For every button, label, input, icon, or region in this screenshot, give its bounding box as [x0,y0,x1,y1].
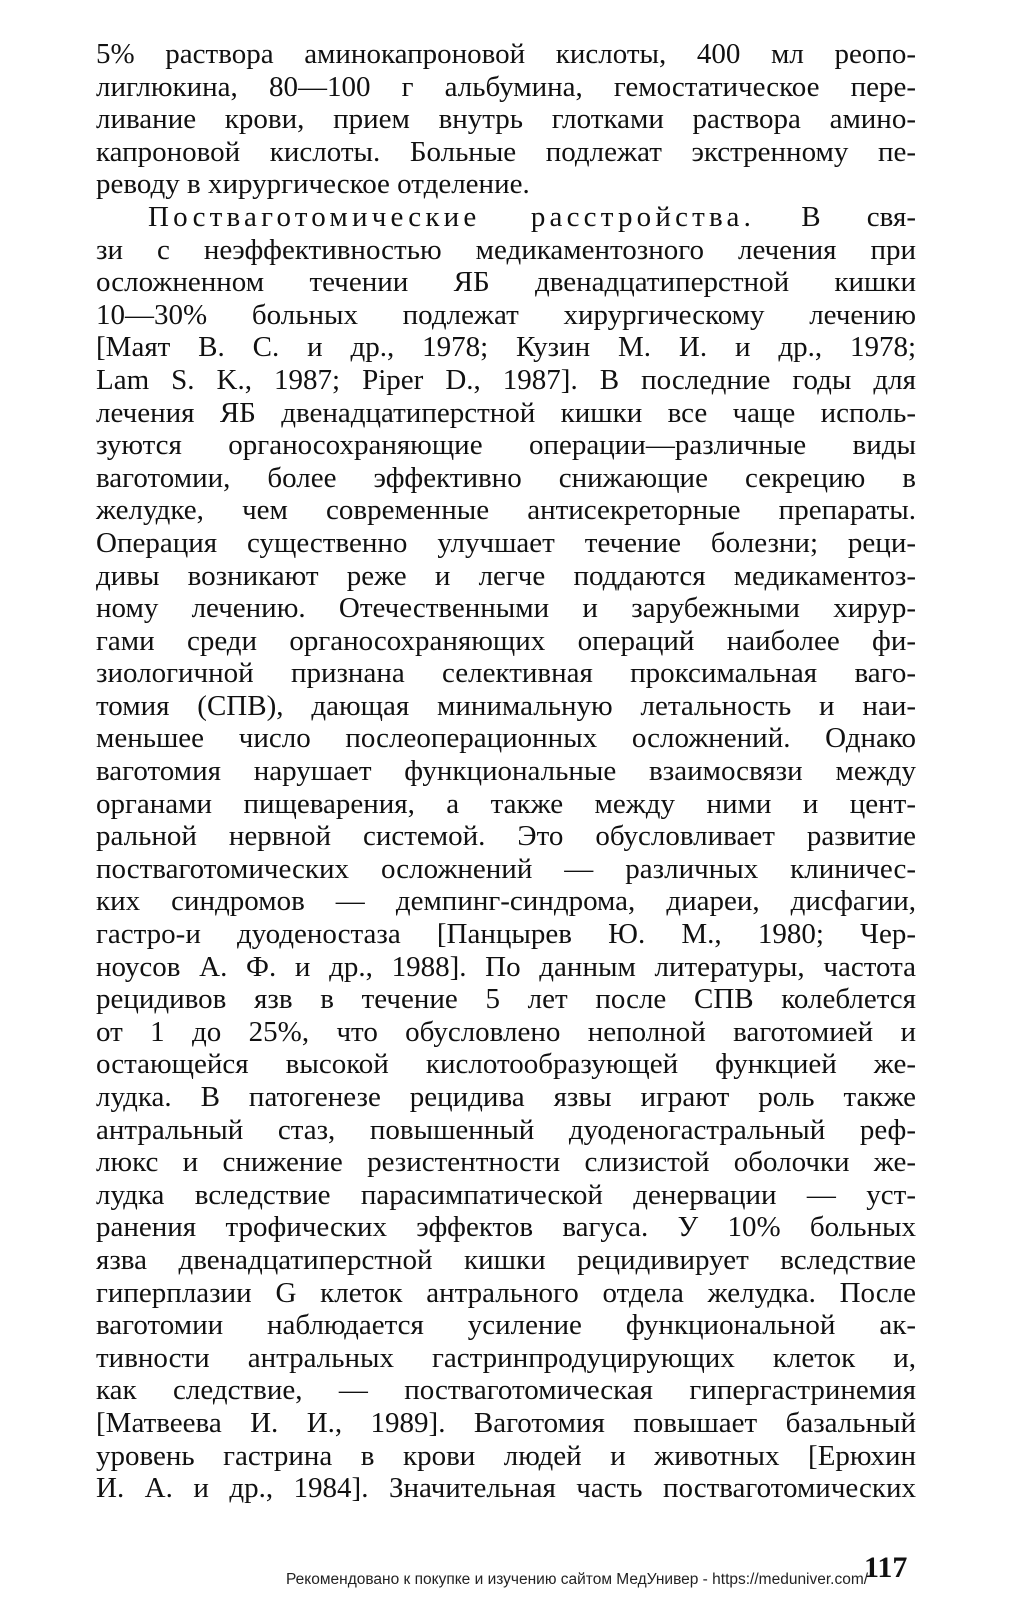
text-line: от 1 до 25%, что обусловлено неполной ваготомией и [96,1015,916,1048]
text-line: Lam S. K., 1987; Piper D., 1987]. В последние годы для [96,363,916,396]
text-line: рецидивов язв в течение 5 лет после СПВ колеблется [96,983,916,1016]
text-line: органами пищеварения, а также между ними и цент- [96,787,916,820]
text-line: осложненном течении ЯБ двенадцатиперстной кишки [96,266,916,299]
page-number: 117 [864,1551,908,1584]
text-line: лиглюкина, 80—100 г альбумина, гемостатическое пере- [96,70,916,103]
text-line: реводу в хирургическое отделение. [96,168,530,201]
text-line: ноусов А. Ф. и др., 1988]. По данным литературы, частота [96,950,916,983]
text-line: меньшее число послеоперационных осложнений. Однако [96,722,916,755]
text-line: антральный стаз, повышенный дуоденогастральный реф- [96,1113,916,1146]
text-line: томия (СПВ), дающая минимальную летальность и наи- [96,689,916,722]
text-line: Операция существенно улучшает течение болезни; реци- [96,526,916,559]
text-line: ваготомии, более эффективно снижающие секрецию в [96,461,916,494]
text-line-fragment: В свя- [801,200,916,233]
section-heading: Постваготомические расстройства. [148,200,756,233]
text-line: зуются органосохраняющие операции—различные виды [96,429,916,462]
text-line: ливание крови, прием внутрь глотками раствора амино- [96,103,916,136]
text-line: гиперплазии G клеток антрального отдела желудка. После [96,1276,916,1309]
text-line: постваготомических осложнений — различных клиничес- [96,852,916,885]
text-line: зи с неэффективностью медикаментозного лечения при [96,233,916,266]
text-line: ранения трофических эффектов вагуса. У 10% больных [96,1211,916,1244]
text-line: гастро-и дуоденостаза [Панцырев Ю. М., 1980; Чер- [96,918,916,951]
text-line: 5% раствора аминокапроновой кислоты, 400 мл реопо- [96,38,916,70]
body-text [96,38,916,1505]
text-line: [Матвеева И. И., 1989]. Ваготомия повышает базальный [96,1406,916,1439]
footer-watermark-note[interactable]: Рекомендовано к покупке и изучению сайтом МедУнивер - https://meduniver.com/ [286,1571,869,1588]
text-line: язва двенадцатиперстной кишки рецидивирует вследствие [96,1243,916,1276]
text-line: гами среди органосохраняющих операций наиболее фи- [96,624,916,657]
text-line: как следствие, — постваготомическая гипергастринемия [96,1374,916,1407]
text-line: люкс и снижение резистентности слизистой оболочки же- [96,1146,916,1179]
text-line: остающейся высокой кислотообразующей функцией же- [96,1048,916,1081]
text-line: ваготомия нарушает функциональные взаимосвязи между [96,755,916,788]
text-line: желудке, чем современные антисекреторные препараты. [96,494,916,527]
text-line: лечения ЯБ двенадцатиперстной кишки все чаще исполь- [96,396,916,429]
text-line: ких синдромов — демпинг-синдрома, диареи, дисфагии, [96,885,916,918]
text-line: ральной нервной системой. Это обусловливает развитие [96,820,916,853]
text-line: [Маят В. С. и др., 1978; Кузин М. И. и др., 1978; [96,331,916,364]
text-line: зиологичной признана селективная проксимальная ваго- [96,657,916,690]
text-line: ному лечению. Отечественными и зарубежными хирур- [96,592,916,625]
section-start-line [96,201,916,234]
text-line: И. А. и др., 1984]. Значительная часть постваготомических [96,1472,916,1505]
text-line: 10—30% больных подлежат хирургическому лечению [96,298,916,331]
text-line: лудка. В патогенезе рецидива язвы играют роль также [96,1081,916,1113]
text-line: дивы возникают реже и легче поддаются медикаментоз- [96,559,916,592]
text-line: капроновой кислоты. Больные подлежат экстренному пе- [96,135,916,168]
text-line: ваготомии наблюдается усиление функциональной ак- [96,1309,916,1342]
text-line: уровень гастрина в крови людей и животных [Ерюхин [96,1439,916,1472]
text-line: тивности антральных гастринпродуцирующих клеток и, [96,1341,916,1374]
text-line: лудка вследствие парасимпатической денервации — уст- [96,1178,916,1211]
